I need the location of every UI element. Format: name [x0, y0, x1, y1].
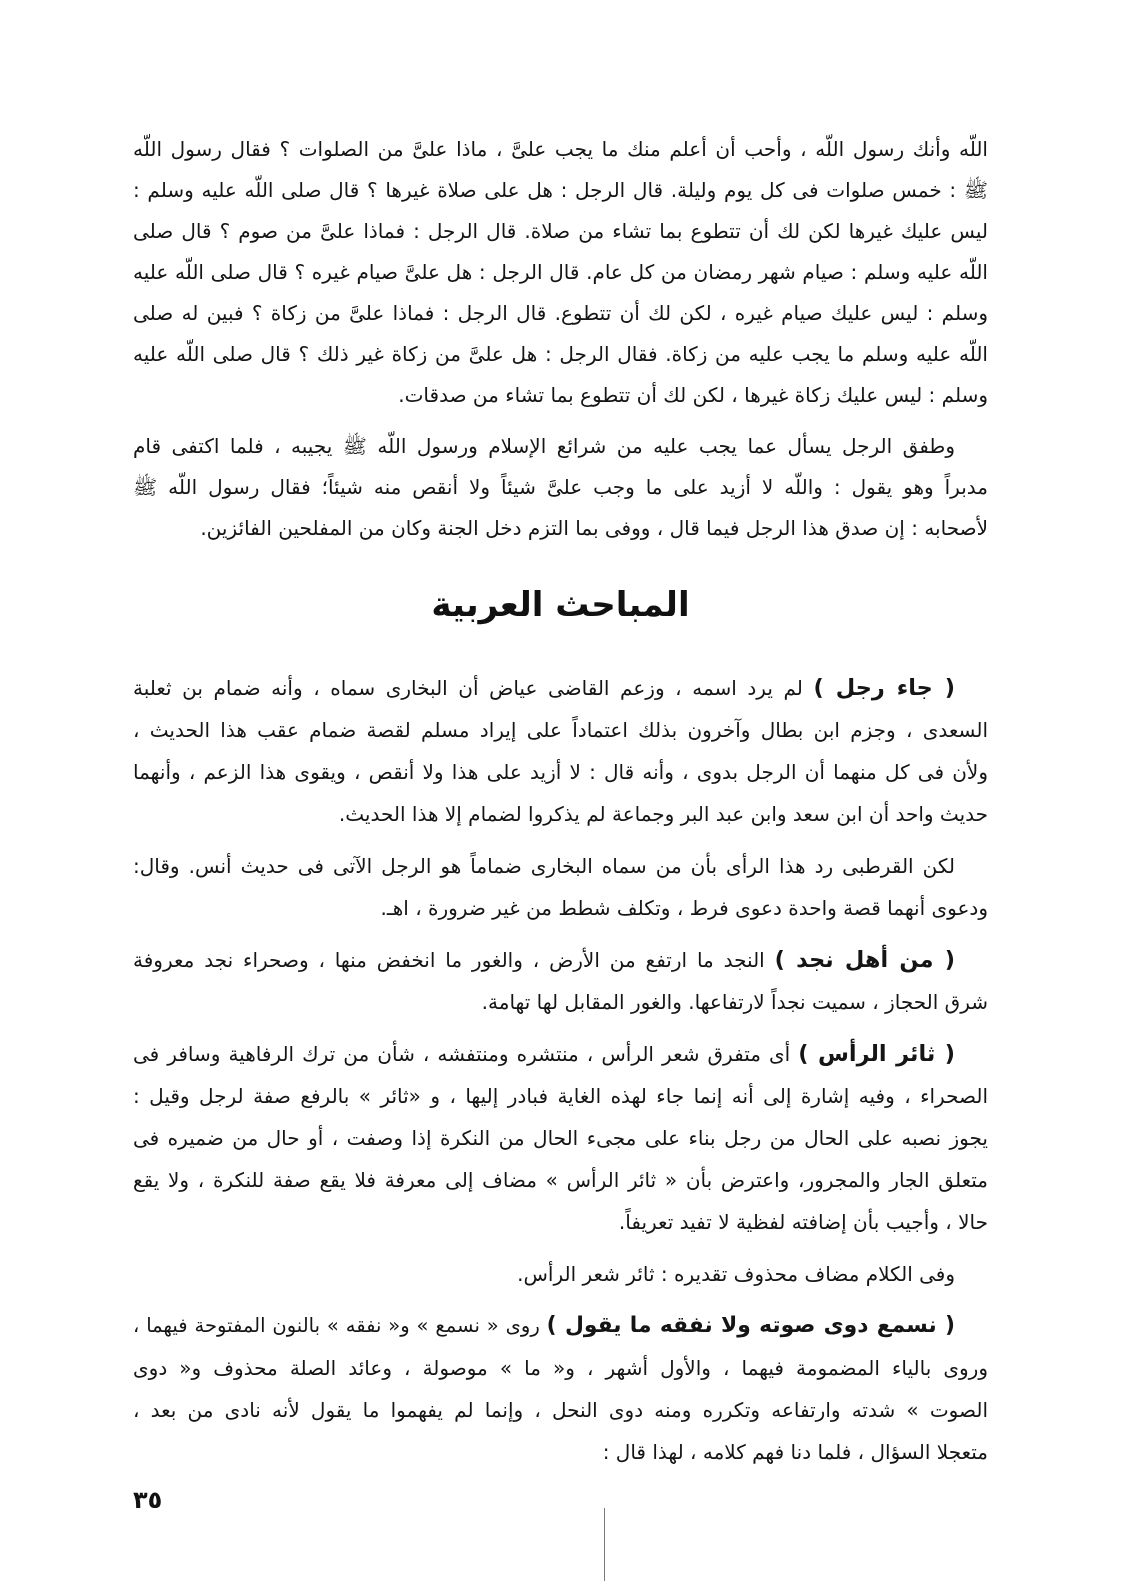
text-line: الصوت » شدته وارتفاعه وتكرره ومنه دوى النحل ، وإنما لم يفهموا ما يقول لأنه نادى من بعد ،	[133, 1398, 988, 1422]
text-line: وسلم : ليس عليك صيام غيره ، لكن لك أن تتطوع. قال الرجل : فماذا علىَّ من زكاة ؟ فبين له صلى	[133, 301, 988, 325]
text-line: وسلم : ليس عليك زكاة غيرها ، لكن لك أن تتطوع بما تشاء من صدقات.	[398, 383, 988, 407]
paragraph	[133, 845, 988, 929]
text-line: شرق الحجاز ، سميت نجداً لارتفاعها. والغور المقابل لها تهامة.	[481, 990, 988, 1014]
paragraph	[133, 426, 988, 549]
entry-term: ( نسمع دوى صوته ولا نفقه ما يقول )	[546, 1313, 955, 1338]
entry-term: ( من أهل نجد )	[774, 947, 955, 973]
page-number: ٣٥	[133, 1486, 163, 1514]
text-line: يجوز نصبه على الحال من رجل بناء على مجىء الحال من النكرة إذا وصفت ، أو حال من ضميره فى	[133, 1126, 988, 1150]
entry-text: لم يرد اسمه ، وزعم القاضى عياض أن البخارى سماه ، وأنه ضمام بن ثعلبة	[133, 676, 803, 700]
text-line: وروى بالياء المضمومة فيهما ، والأول أشهر ، و« ما » موصولة ، وعائد الصلة محذوف و« دوى	[133, 1356, 988, 1380]
text-line: ولأن فى كل منهما أن الرجل بدوى ، وأنه قال : لا أزيد على هذا ولا أنقص ، ويقوى هذا الزعم ، وأنهما	[133, 760, 988, 784]
text-line: لأصحابه : إن صدق هذا الرجل فيما قال ، ووفى بما التزم دخل الجنة وكان من المفلحين الفائزين.	[200, 516, 988, 540]
text-line	[133, 939, 988, 981]
text-line	[133, 667, 988, 709]
commentary-entry	[133, 1305, 988, 1473]
text-line: اللّه وأنك رسول اللّه ، وأحب أن أعلم منك ما يجب علىَّ ، ماذا علىَّ من الصلوات ؟ فقال رسول اللّه	[133, 137, 988, 161]
text-line	[133, 1305, 988, 1347]
text-line: مدبراً وهو يقول : واللّه لا أزيد على ما وجب علىَّ شيئاً ولا أنقص منه شيئاً؛ فقال رسول اللّه ﷺ	[133, 475, 988, 499]
text-line: وطفق الرجل يسأل عما يجب عليه من شرائع الإسلام ورسول اللّه ﷺ يجيبه ، فلما اكتفى قام	[133, 434, 955, 458]
commentary-entry	[133, 667, 988, 835]
entry-term: ( ثائر الرأس )	[798, 1041, 955, 1067]
text-line: حالا ، وأجيب بأن إضافته لفظية لا تفيد تعريفاً.	[618, 1210, 988, 1234]
paragraph	[133, 129, 988, 416]
entry-term: ( جاء رجل )	[813, 675, 956, 701]
text-line: اللّه عليه وسلم : صيام شهر رمضان من كل عام. قال الرجل : هل علىَّ صيام غيره ؟ قال صلى اللّه عليه	[133, 260, 988, 284]
text-line: ﷺ : خمس صلوات فى كل يوم وليلة. قال الرجل : هل على صلاة غيرها ؟ قال صلى اللّه عليه وسلم :	[133, 178, 988, 202]
page-fold-line	[604, 1508, 605, 1581]
text-line: ودعوى أنهما قصة واحدة دعوى فرط ، وتكلف شطط من غير ضرورة ، اهـ.	[380, 896, 988, 920]
commentary-section	[133, 667, 988, 1473]
commentary-entry	[133, 939, 988, 1023]
text-line: اللّه عليه وسلم ما يجب عليه من زكاة. فقال الرجل : هل علىَّ من زكاة غير ذلك ؟ قال صلى اللّه عليه	[133, 342, 988, 366]
commentary-entry	[133, 1033, 988, 1243]
text-line: لكن القرطبى رد هذا الرأى بأن من سماه البخارى ضماماً هو الرجل الآتى فى حديث أنس. وقال:	[133, 854, 955, 878]
text-line: متعجلا السؤال ، فلما دنا فهم كلامه ، لهذا قال :	[602, 1440, 988, 1464]
text-line: متعلق الجار والمجرور، واعترض بأن « ثائر الرأس » مضاف إلى معرفة فلا يقع صفة للنكرة ، ولا يقع	[133, 1168, 988, 1192]
text-line	[133, 1033, 988, 1075]
entry-text: النجد ما ارتفع من الأرض ، والغور ما انخفض منها ، وصحراء نجد معروفة	[133, 948, 765, 972]
entry-text: أى متفرق شعر الرأس ، منتشره ومنتفشه ، شأن من ترك الرفاهية وسافر فى	[133, 1042, 791, 1066]
text-line: السعدى ، وجزم ابن بطال وآخرون بذلك اعتماداً على إيراد مسلم لقصة ضمام عقب هذا الحديث ،	[133, 718, 988, 742]
section-title: المباحث العربية	[431, 585, 690, 625]
text-line: الصحراء ، وفيه إشارة إلى أنه إنما جاء لهذه الغاية فبادر إليها ، و «ثائر » بالرفع صفة لرجل وقيل :	[133, 1084, 988, 1108]
paragraph	[133, 1253, 988, 1295]
text-line: ليس عليك غيرها لكن لك أن تتطوع بما تشاء من صلاة. قال الرجل : فماذا علىَّ من صوم ؟ قال صلى	[133, 219, 988, 243]
text-line: وفى الكلام مضاف محذوف تقديره : ثائر شعر الرأس.	[517, 1262, 955, 1286]
text-line: حديث واحد أن ابن سعد وابن عبد البر وجماعة لم يذكروا لضمام إلا هذا الحديث.	[338, 802, 988, 826]
intro-text	[133, 129, 988, 549]
entry-text: روى « نسمع » و« نفقه » بالنون المفتوحة فيهما ،	[133, 1314, 540, 1337]
